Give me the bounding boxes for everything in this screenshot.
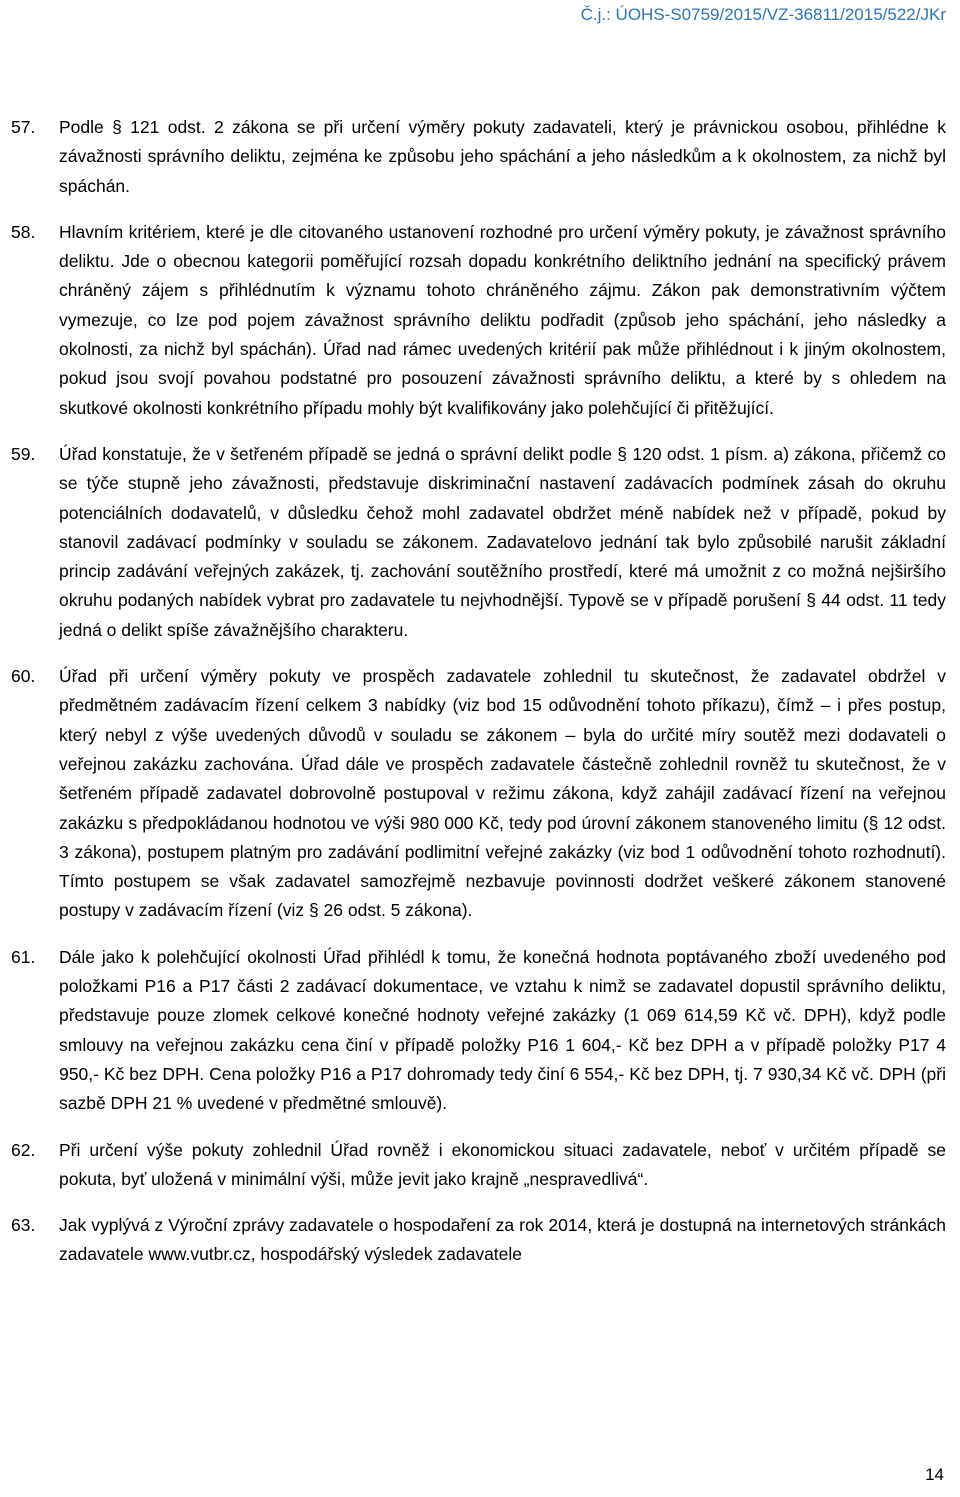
- paragraph-number: 57.: [11, 117, 36, 137]
- paragraph-number: 61.: [11, 946, 36, 967]
- paragraph-number: 59.: [11, 443, 36, 464]
- paragraph-number: 58.: [11, 221, 36, 242]
- paragraph-61: [0, 943, 960, 1119]
- paragraph-text: Dále jako k polehčující okolnosti Úřad přihlédl k tomu, že konečná hodnota poptávaného zboží uvedeného pod položkami P16 a P17 části 2 zadávací dokumentace, ve vztahu k nimž se zadavatel dopustil správního deliktu, představuje pouze zlomek celkové konečné hodnoty veřejné zakázky (1 069 614,59 Kč vč. DPH), když podle smlouvy na veřejnou zakázku cena činí v případě položky P16 1 604,- Kč bez DPH a v případě položky P17 4 950,- Kč bez DPH. Cena položky P16 a P17 dohromady tedy činí 6 554,- Kč bez DPH, tj. 7 930,34 Kč vč. DPH (při sazbě DPH 21 % uvedené v předmětné smlouvě).: [59, 946, 946, 1114]
- paragraph-number: 62.: [11, 1139, 36, 1160]
- paragraph-number: 60.: [11, 666, 36, 687]
- paragraph-text: Úřad při určení výměry pokuty ve prospěch zadavatele zohlednil tu skutečnost, že zadavatel obdržel v předmětném zadávacím řízení celkem 3 nabídky (viz bod 15 odůvodnění tohoto příkazu), čímž – i přes postup, který nebyl z výše uvedených důvodů v souladu se zákonem – byla do určité míry soutěž mezi dodavateli o veřejnou zakázku zachována. Úřad dále ve prospěch zadavatele částečně zohlednil rovněž tu skutečnost, že v šetřeném případě zadavatel dobrovolně postupoval v režimu zákona, když zahájil zadávací řízení na veřejnou zakázku s předpokládanou hodnotou ve výši 980 000 Kč, tedy pod úrovní zákonem stanoveného limitu (§ 12 odst. 3 zákona), postupem platným pro zadávání podlimitní veřejné zakázky (viz bod 1 odůvodnění tohoto rozhodnutí). Tímto postupem se však zadavatel samozřejmě nezbavuje povinnosti dodržet veškeré zákonem stanovené postupy v zadávacím řízení (viz § 26 odst. 5 zákona).: [59, 666, 946, 921]
- paragraph-number: 63.: [11, 1215, 36, 1236]
- paragraph-60: [0, 662, 960, 926]
- paragraph-text: Při určení výše pokuty zohlednil Úřad rovněž i ekonomickou situaci zadavatele, neboť v určitém případě se pokuta, byť uložená v minimální výši, může jevit jako krajně „nespravedlivá“.: [59, 1139, 946, 1189]
- document-reference-number: Č.j.: ÚOHS-S0759/2015/VZ-36811/2015/522/JKr: [580, 5, 946, 24]
- paragraph-62: [0, 1136, 960, 1195]
- paragraph-text: Hlavním kritériem, které je dle citovaného ustanovení rozhodné pro určení výměry pokuty, je závažnost správního deliktu. Jde o obecnou kategorii poměřující rozsah dopadu konkrétního deliktního jednání na specifický právem chráněný zájem s přihlédnutím k významu tohoto chráněného zájmu. Zákon pak demonstrativním výčtem vymezuje, co lze pod pojem závažnost správního deliktu podřadit (způsob jeho spáchání, jeho následky a okolnosti, za nichž byl spáchán). Úřad nad rámec uvedených kritérií pak může přihlédnout i k jiným okolnostem, pokud jsou svojí povahou podstatné pro posouzení závažnosti správního deliktu, a které by s ohledem na skutkové okolnosti konkrétního případu mohly být kvalifikovány jako polehčující či přitěžující.: [59, 221, 946, 418]
- paragraph-57: [0, 113, 960, 201]
- paragraph-58: [0, 218, 960, 423]
- paragraph-text: Jak vyplývá z Výroční zprávy zadavatele o hospodaření za rok 2014, která je dostupná na internetových stránkách zadavatele www.vutbr.cz, hospodářský výsledek zadavatele: [59, 1215, 946, 1265]
- paragraph-63: [0, 1211, 960, 1270]
- page-number: 14: [925, 1465, 944, 1484]
- paragraph-text: Úřad konstatuje, že v šetřeném případě se jedná o správní delikt podle § 120 odst. 1 písm. a) zákona, přičemž co se týče stupně jeho závažnosti, představuje diskriminační nastavení zadávacích podmínek zásah do okruhu potenciálních dodavatelů, v důsledku čehož mohl zadavatel obdržet méně nabídek než v případě, pokud by stanovil zadávací podmínky v souladu se zákonem. Zadavatelovo jednání tak bylo způsobilé narušit základní princip zadávání veřejných zakázek, tj. zachování soutěžního prostředí, které má umožnit z co možná nejširšího okruhu podaných nabídek vybrat pro zadavatele tu nejvhodnější. Typově se v případě porušení § 44 odst. 11 tedy jedná o delikt spíše závažnějšího charakteru.: [59, 443, 946, 640]
- paragraph-text: Podle § 121 odst. 2 zákona se při určení výměry pokuty zadavateli, který je právnickou osobou, přihlédne k závažnosti správního deliktu, zejména ke způsobu jeho spáchání a jeho následkům a k okolnostem, za nichž byl spáchán.: [59, 117, 946, 196]
- paragraph-59: [0, 440, 960, 645]
- document-body: [0, 113, 960, 1287]
